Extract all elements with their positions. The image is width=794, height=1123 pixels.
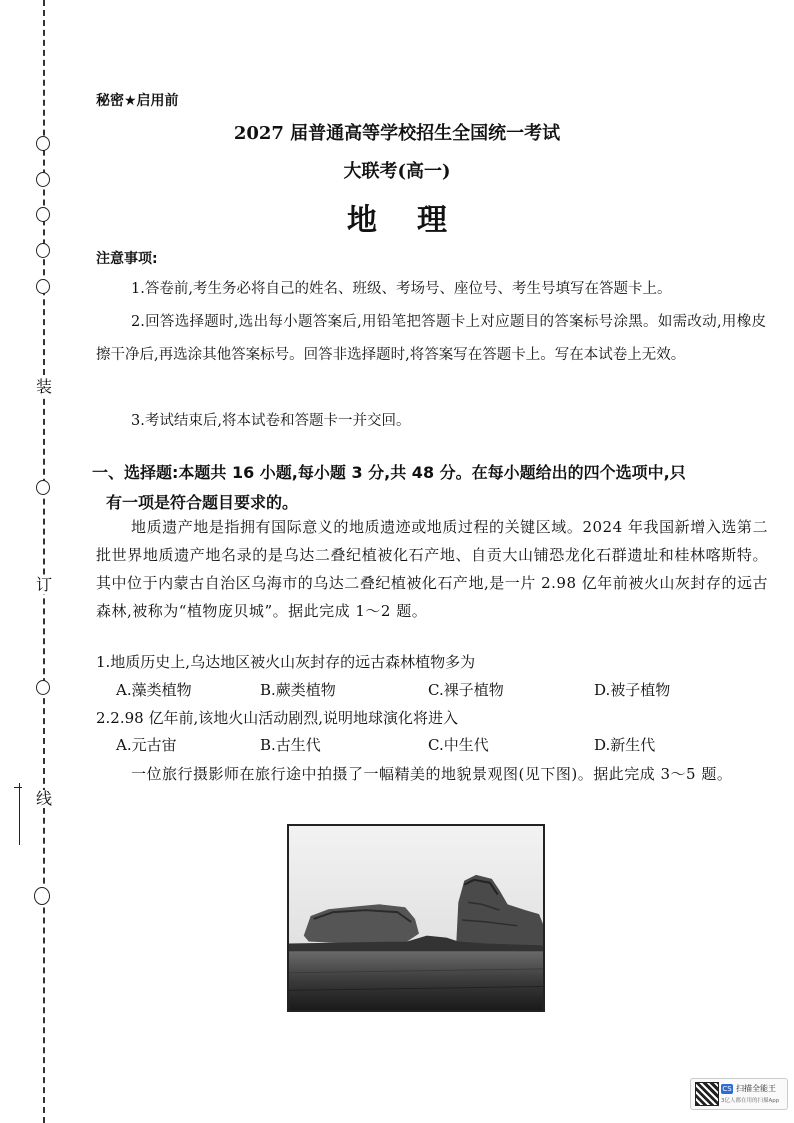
binding-bracket-tick xyxy=(14,787,22,788)
question-option: D.被子植物 xyxy=(594,681,671,699)
question-option: A.元古宙 xyxy=(116,736,177,754)
question-option: C.中生代 xyxy=(428,736,489,754)
exam-title: 2027 届普通高等学校招生全国统一考试 xyxy=(233,123,561,144)
question-option: C.裸子植物 xyxy=(428,681,504,699)
exam-subtitle: 大联考(高一) xyxy=(343,161,451,182)
passage-1: 地质遗产地是指拥有国际意义的地质遗迹或地质过程的关键区域。2024 年我国新增入选第二批世界地质遗产地名录的是乌达二叠纪植被化石产地、自贡大山铺恐龙化石群遗址和桂林喀斯特。其中位于内蒙古自治区乌海市的乌达二叠纪植被化石产地,是一片 2.98 亿年前被火山灰封存的远古森林,被称为“植物庞贝城”。据此完成 1～2 题。 xyxy=(96,518,768,620)
binding-bracket xyxy=(19,783,24,845)
passage-2: 一位旅行摄影师在旅行途中拍摄了一幅精美的地貌景观图(见下图)。据此完成 3～5 题。 xyxy=(131,765,733,783)
section-heading-line1: 一、选择题:本题共 16 小题,每小题 3 分,共 48 分。在每小题给出的四个选项中,只 xyxy=(92,463,686,482)
question-option: B.蕨类植物 xyxy=(260,681,336,699)
section-heading-line2: 有一项是符合题目要求的。 xyxy=(106,493,299,512)
qr-code-icon xyxy=(695,1082,719,1106)
question-option: D.新生代 xyxy=(594,736,656,754)
binding-hole xyxy=(36,279,50,294)
binding-hole xyxy=(36,480,50,495)
question-option: B.古生代 xyxy=(260,736,321,754)
scanner-app-name: 扫描全能王 xyxy=(736,1084,776,1093)
question-option: A.藻类植物 xyxy=(116,681,192,699)
question-stem: 2.2.98 亿年前,该地火山活动剧烈,说明地球演化将进入 xyxy=(96,709,459,727)
notice-item: 3.考试结束后,将本试卷和答题卡一并交回。 xyxy=(131,413,411,429)
landform-photo xyxy=(287,824,545,1012)
binding-char-ding: 订 xyxy=(36,575,53,594)
binding-hole xyxy=(36,680,50,695)
binding-hole xyxy=(36,243,50,258)
scanner-app-badge xyxy=(690,1078,788,1110)
notice-item: 2.回答选择题时,选出每小题答案后,用铅笔把答题卡上对应题目的答案标号涂黑。如需改动,用橡皮擦干净后,再选涂其他答案标号。回答非选择题时,将答案写在答题卡上。写在本试卷上无效。 xyxy=(96,314,766,363)
section-heading xyxy=(92,458,772,518)
binding-char-zhuang: 装 xyxy=(36,377,53,396)
confidential-mark: 秘密★启用前 xyxy=(96,93,179,109)
binding-hole xyxy=(34,887,50,905)
binding-char-xian: 线 xyxy=(36,789,53,808)
question-stem: 1.地质历史上,乌达地区被火山灰封存的远古森林植物多为 xyxy=(96,653,476,671)
scanner-logo: CS xyxy=(722,1085,732,1093)
subject-title: 地理 xyxy=(347,203,487,238)
scanner-app-tagline: 3亿人都在用的扫描App xyxy=(721,1098,780,1104)
notice-heading: 注意事项: xyxy=(96,251,158,267)
notice-item: 1.答卷前,考生务必将自己的姓名、班级、考场号、座位号、考生号填写在答题卡上。 xyxy=(131,281,672,297)
